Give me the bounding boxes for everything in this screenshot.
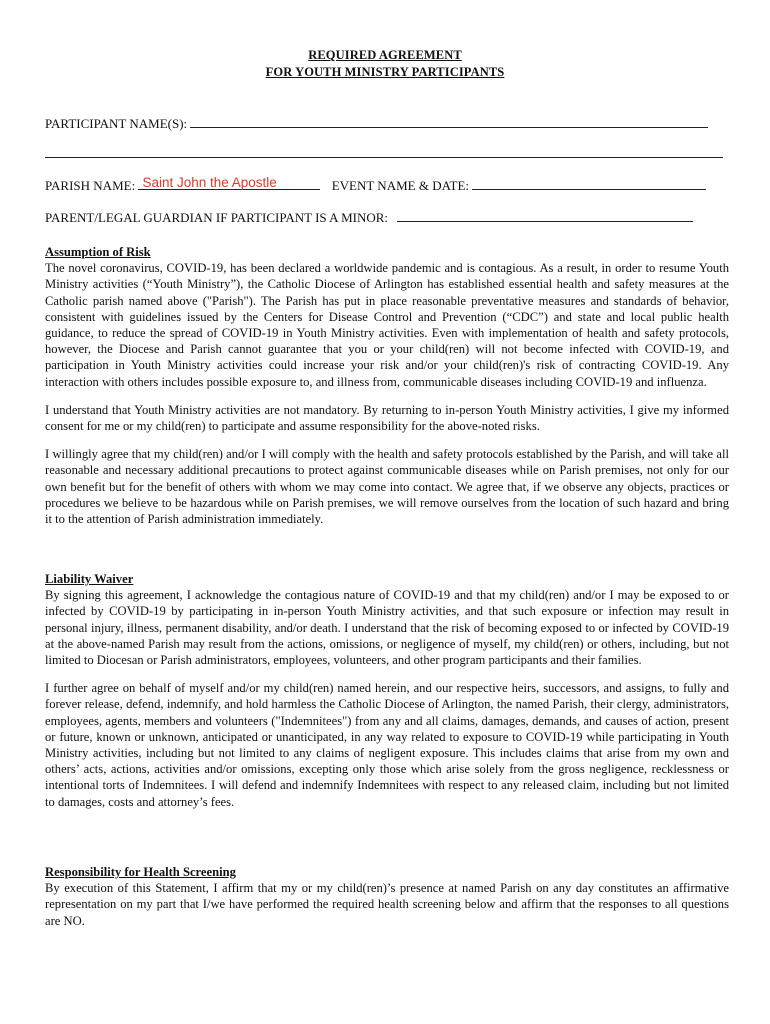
liability-paragraph-2: I further agree on behalf of myself and/or my child(ren) named herein, and our respective heirs, successors, and assigns, to fully and forever release, defend, indemnify, and hold harmless the Catholic Diocese of Arlington, the named Parish, their clergy, administrators, employees, agents, members and volunteers ("Indemnitees") from any and all claims, damages, demands, and causes of action, present or future, known or unknown, anticipated or unanticipated, in any way related to exposure to COVID-19 while participating in Youth Ministry activities, including but not limited to any claims of negligent exposure. This includes claims that arise from my own and others’ acts, actions, activities and/or omissions, excepting only those which arise solely from the gross negligence, recklessness or intentional torts of Indemnitees. I will defend and indemnify Indemnitees with respect to any released claim, including but not limited to damages, costs and attorney’s fees. xyxy=(45,681,729,809)
participant-label: PARTICIPANT NAME(S): xyxy=(45,116,188,131)
assumption-paragraph-2: I understand that Youth Ministry activities are not mandatory. By returning to in-person Youth Ministry activities, I give my informed consent for me or my child(ren) to participate and assume responsibility for the above-noted risks. xyxy=(45,402,729,434)
assumption-paragraph-3: I willingly agree that my child(ren) and/or I will comply with the health and safety protocols established by the Parish, and will take all reasonable and necessary additional precautions to protect against communicable diseases while on Parish premises, not only for our own benefit but for the benefit of others with whom we may come into contact. We agree that, if we observe any objects, practices or procedures we believe to be hazardous while on Parish premises, we will remove ourselves from the location of such hazard and bring it to the attention of Parish administration immediately. xyxy=(45,447,729,527)
participant-row-2 xyxy=(45,146,725,162)
health-heading: Responsibility for Health Screening xyxy=(45,865,236,879)
participant-row xyxy=(45,116,725,132)
assumption-heading: Assumption of Risk xyxy=(45,245,151,259)
title-line-1: REQUIRED AGREEMENT xyxy=(308,48,462,62)
guardian-name-field[interactable] xyxy=(397,210,693,222)
guardian-label: PARENT/LEGAL GUARDIAN IF PARTICIPANT IS A MINOR: xyxy=(45,210,389,225)
assumption-paragraph-1: The novel coronavirus, COVID-19, has been declared a worldwide pandemic and is contagious. As a result, in order to resume Youth Ministry activities (“Youth Ministry”), the Catholic Diocese of Arlington has established essential health and safety measures at the Catholic parish named above ("Parish"). The Parish has put in place reasonable preventative measures and standards of behavior, consistent with guidelines issued by the Centers for Disease Control and Prevention (“CDC”) and state and local public health guidance, to reduce the spread of COVID-19 in Youth Ministry activities. Even with implementation of health and safety protocols, however, the Diocese and Parish cannot guarantee that you or your child(ren) will not become infected with COVID-19, and participation in Youth Ministry activities could increase your risk and/or your child(ren)'s risk of contracting COVID-19. Any interaction with others includes possible exposure to, and illness from, communicable diseases including COVID-19 and influenza. xyxy=(45,261,729,389)
parish-name-value: Saint John the Apostle xyxy=(142,175,277,190)
health-paragraph-1: By execution of this Statement, I affirm that my or my child(ren)’s presence at named Parish on any day constitutes an affirmative representation on my part that I/we have performed the required health screening below and affirm that the responses to all questions are NO. xyxy=(45,881,729,928)
parish-name-field[interactable] xyxy=(138,175,320,190)
parish-row xyxy=(45,175,725,194)
event-name-date-field[interactable] xyxy=(472,178,706,190)
health-section xyxy=(45,864,729,929)
assumption-section xyxy=(45,244,729,527)
liability-paragraph-1: By signing this agreement, I acknowledge the contagious nature of COVID-19 and that my child(ren) and/or I may be exposed to or infected by COVID-19 by participating in in-person Youth Ministry activities, and that such exposure or infection may result in personal injury, illness, permanent disability, and/or death. I understand that the risk of becoming exposed to or infected by COVID-19 at the above-named Parish may result from the actions, omissions, or negligence of myself, my child(ren) or others, including, but not limited to Diocesan or Parish administrators, employees, volunteers, and other program participants and their families. xyxy=(45,588,729,668)
parish-label: PARISH NAME: xyxy=(45,178,136,193)
participant-name-field-2[interactable] xyxy=(45,146,723,158)
liability-heading: Liability Waiver xyxy=(45,572,134,586)
title-line-2: FOR YOUTH MINISTRY PARTICIPANTS xyxy=(265,65,505,79)
participant-name-field[interactable] xyxy=(190,116,708,128)
guardian-row xyxy=(45,210,725,226)
liability-section xyxy=(45,571,729,810)
event-label: EVENT NAME & DATE: xyxy=(331,178,470,193)
